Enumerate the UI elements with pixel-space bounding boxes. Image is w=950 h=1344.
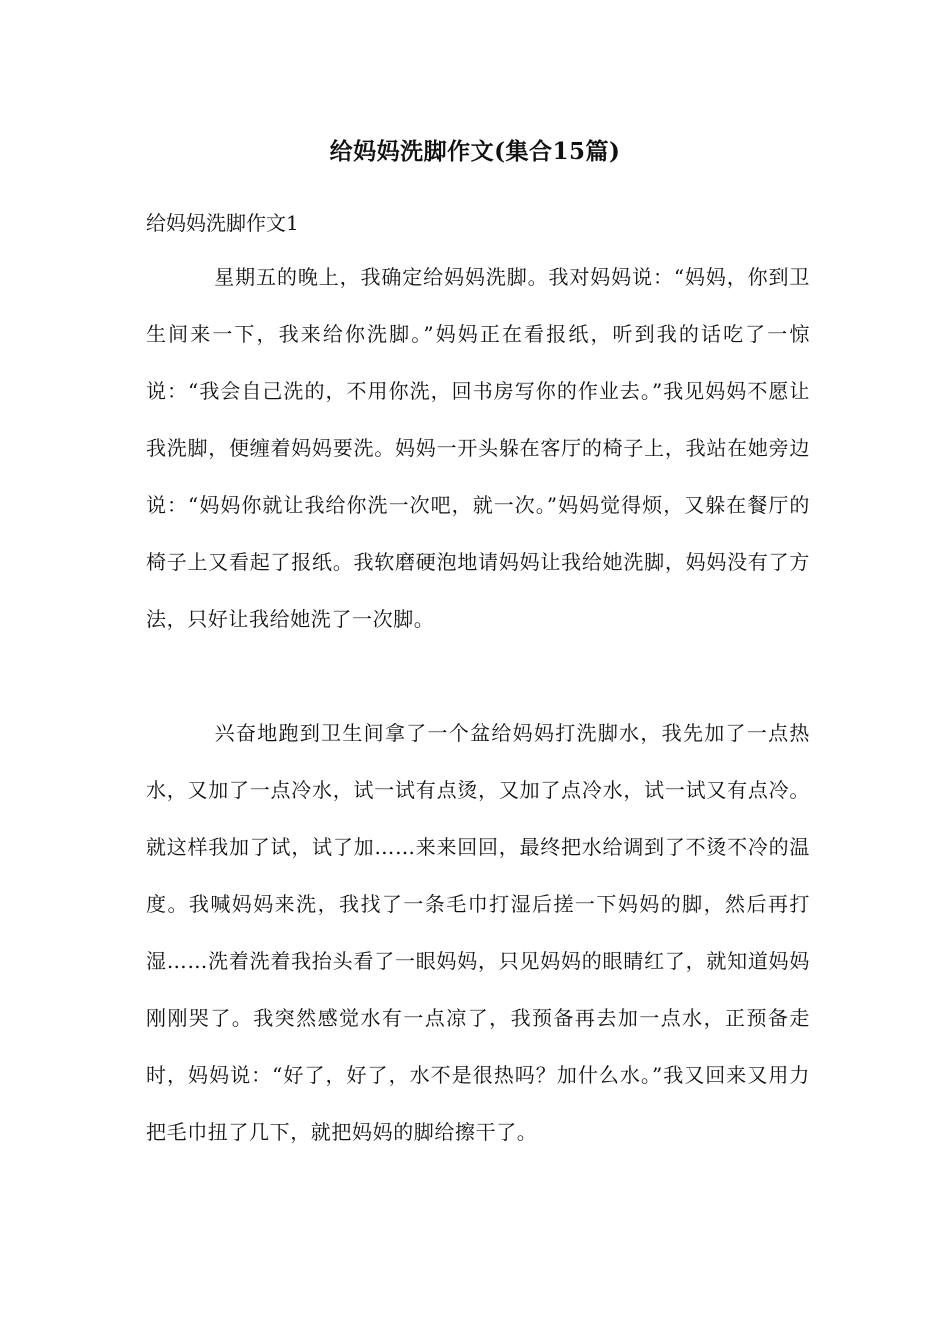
paragraph-1-text: 星期五的晚上，我确定给妈妈洗脚。我对妈妈说：“妈妈，你到卫生间来一下，我来给你洗脚。”妈妈正在看报纸，听到我的话吃了一惊说：“我会自己洗的，不用你洗，回书房写你的作业去。”我见妈妈不愿让我洗脚，便缠着妈妈要洗。妈妈一开头躲在客厅的椅子上，我站在她旁边说：“妈妈你就让我给你洗一次吧，就一次。”妈妈觉得烦，又躲在餐厅的椅子上又看起了报纸。我软磨硬泡地请妈妈让我给她洗脚，妈妈没有了方法，只好让我给她洗了一次脚。	[146, 265, 810, 631]
paragraph-1	[146, 249, 810, 648]
essay-heading: 给妈妈洗脚作文1	[146, 211, 299, 235]
paragraph-2	[146, 705, 810, 1161]
document-title: 给妈妈洗脚作文(集合15篇)	[329, 138, 621, 165]
paragraph-2-text: 兴奋地跑到卫生间拿了一个盆给妈妈打洗脚水，我先加了一点热水，又加了一点冷水，试一试有点烫，又加了点冷水，试一试又有点冷。就这样我加了试，试了加……来来回回，最终把水给调到了不烫不冷的温度。我喊妈妈来洗，我找了一条毛巾打湿后搓一下妈妈的脚，然后再打湿……洗着洗着我抬头看了一眼妈妈，只见妈妈的眼睛红了，就知道妈妈刚刚哭了。我突然感觉水有一点凉了，我预备再去加一点水，正预备走时，妈妈说：“好了，好了，水不是很热吗？加什么水。”我又回来又用力把毛巾扭了几下，就把妈妈的脚给擦干了。	[146, 721, 810, 1144]
